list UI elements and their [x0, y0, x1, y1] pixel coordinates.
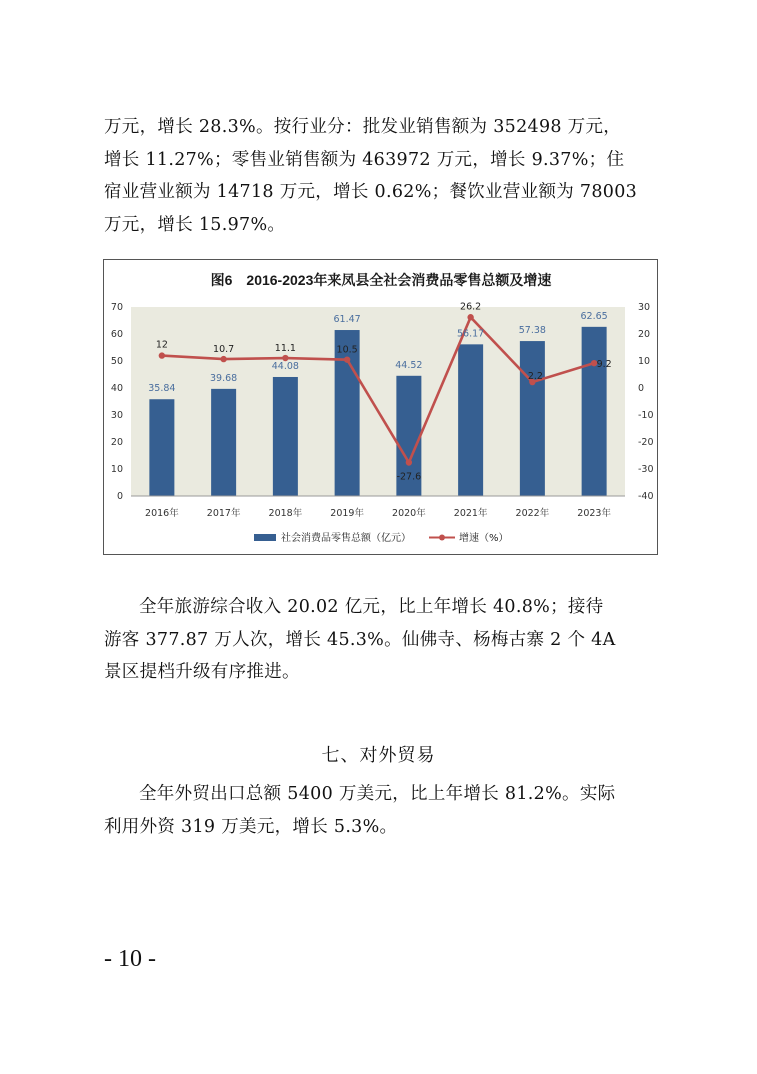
x-tick-label: 2022年 [515, 508, 550, 519]
text-line: 景区提档升级有序推进。 [104, 662, 300, 682]
text-line: 游客 377.87 万人次，增长 45.3%。仙佛寺、杨梅古寨 2 个 4A [104, 629, 616, 650]
x-tick-label: 2017年 [206, 508, 241, 519]
growth-point [220, 356, 226, 362]
y-left-tick-label: 20 [110, 437, 123, 448]
growth-value-label: -27.6 [396, 471, 422, 483]
paragraph-foreign-trade [104, 778, 664, 843]
plot-area [131, 307, 625, 496]
bar [458, 344, 483, 496]
y-left-tick-label: 60 [110, 329, 123, 340]
section-heading: 七、对外贸易 [321, 745, 436, 766]
x-tick-label: 2020年 [392, 508, 426, 519]
y-left-tick-label: 70 [110, 302, 123, 313]
paragraph-tourism [104, 591, 664, 689]
bar-value-label: 39.68 [210, 372, 238, 384]
text-line: 全年旅游综合收入 20.02 亿元，比上年增长 40.8%；接待 [139, 597, 604, 617]
text-line: 增长 11.27%；零售业销售额为 463972 万元，增长 9.37%；住 [104, 149, 625, 170]
growth-point [344, 356, 350, 362]
legend-label-line: 增速（%） [459, 533, 509, 544]
chart-svg [104, 260, 659, 556]
x-tick-label: 2016年 [145, 508, 179, 519]
text-line: 宿业营业额为 14718 万元，增长 0.62%；餐饮业营业额为 78003 [104, 182, 638, 202]
y-right-tick-label: 0 [638, 383, 645, 394]
bar-value-label: 56.17 [457, 328, 485, 340]
page-number: - 10 - [104, 946, 156, 972]
bar-value-label: 61.47 [333, 314, 361, 326]
bar-value-label: 57.38 [518, 325, 546, 337]
text-line: 利用外资 319 万美元，增长 5.3%。 [104, 816, 398, 837]
legend [254, 531, 509, 544]
y-right-tick-label: 30 [638, 302, 651, 313]
y-right-tick-label: 10 [638, 356, 651, 367]
bar-value-label: 44.08 [271, 360, 299, 372]
chart-title: 图6 2016-2023年来凤县全社会消费品零售总额及增速 [210, 272, 552, 288]
x-tick-label: 2019年 [330, 508, 364, 519]
growth-point [159, 352, 165, 358]
x-tick-label: 2018年 [268, 508, 303, 519]
bar-value-label: 62.65 [580, 310, 608, 322]
y-right-tick-label: -20 [638, 437, 654, 448]
y-right-tick-label: -30 [638, 464, 654, 475]
y-left-tick-label: 50 [110, 356, 123, 367]
y-left-tick-label: 0 [116, 491, 123, 502]
bar [149, 399, 174, 496]
legend-label-bar: 社会消费品零售总额（亿元） [281, 533, 411, 544]
y-left-tick-label: 40 [110, 383, 123, 394]
growth-value-label: 12 [155, 339, 168, 351]
growth-value-label: 10.5 [336, 344, 358, 356]
growth-point [467, 314, 473, 320]
legend-swatch-bar [254, 534, 276, 541]
growth-value-label: 26.2 [460, 301, 482, 313]
y-left-tick-label: 10 [110, 464, 123, 475]
bar-value-label: 44.52 [395, 359, 423, 371]
x-tick-label: 2021年 [453, 508, 488, 519]
text-line: 全年外贸出口总额 5400 万美元，比上年增长 81.2%。实际 [139, 784, 616, 804]
bar [520, 341, 545, 496]
x-tick-label: 2023年 [577, 508, 611, 519]
y-right-tick-label: 20 [638, 329, 651, 340]
paragraph-retail-industries [104, 111, 664, 241]
text-line: 万元，增长 28.3%。按行业分：批发业销售额为 352498 万元， [104, 117, 622, 137]
growth-value-label: 2.2 [527, 371, 543, 383]
bar [273, 377, 298, 496]
legend-swatch-marker [439, 535, 445, 541]
y-right-tick-label: -10 [638, 410, 654, 421]
growth-value-label: 10.7 [213, 344, 235, 356]
growth-value-label: 11.1 [274, 343, 296, 355]
bar [211, 389, 236, 496]
y-left-tick-label: 30 [110, 410, 123, 421]
bar-value-label: 35.84 [148, 383, 176, 395]
chart-figure [103, 259, 658, 555]
growth-point [406, 459, 412, 465]
text-line: 万元，增长 15.97%。 [104, 214, 286, 235]
y-right-tick-label: -40 [638, 491, 654, 502]
bar [582, 327, 607, 496]
growth-value-label: 9.2 [596, 359, 612, 371]
